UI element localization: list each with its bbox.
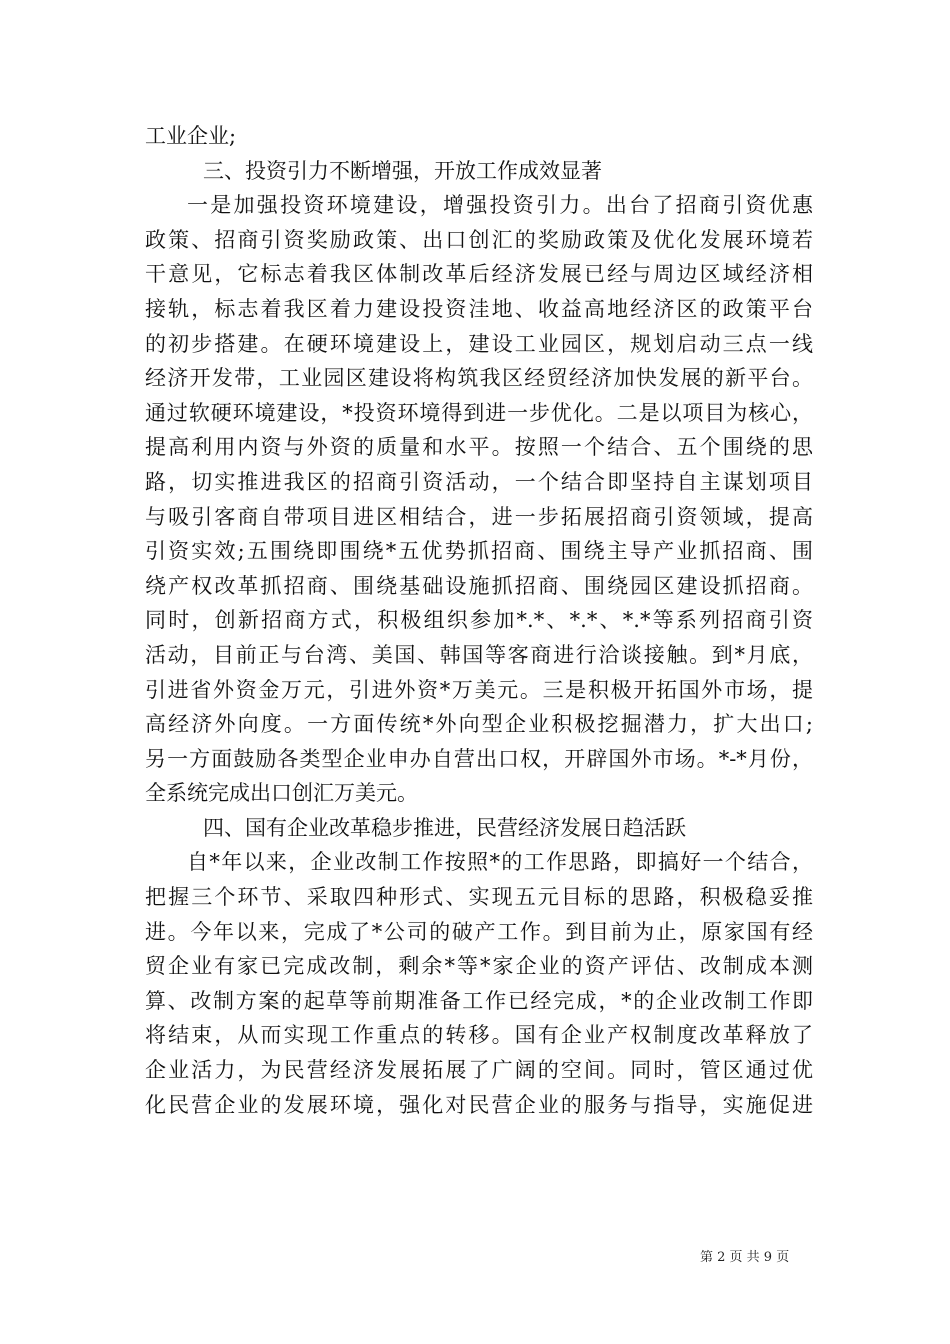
text-line: 进。今年以来，完成了*公司的破产工作。到目前为止，原家国有经 — [145, 919, 813, 944]
text-line: 算、改制方案的起草等前期准备工作已经完成，*的企业改制工作即 — [145, 988, 813, 1013]
text-line: 工业企业; — [145, 124, 237, 148]
text-line: 接轨，标志着我区着力建设投资洼地、收益高地经济区的政策平台 — [145, 296, 813, 321]
text-line: 企业活力，为民营经济发展拓展了广阔的空间。同时，管区通过优 — [145, 1058, 813, 1083]
paragraph-first-line: 一是加强投资环境建设，增强投资引力。出台了招商引资优惠 — [187, 193, 813, 218]
paragraph-last-line: 全系统完成出口创汇万美元。 — [145, 781, 418, 806]
text-line: 高经济外向度。一方面传统*外向型企业积极挖掘潜力，扩大出口; — [145, 712, 813, 737]
text-line: 干意见，它标志着我区体制改革后经济发展已经与周边区域经济相 — [145, 262, 813, 287]
text-line: 政策、招商引资奖励政策、出口创汇的奖励政策及优化发展环境若 — [145, 227, 813, 252]
text-line: 贸企业有家已完成改制，剩余*等*家企业的资产评估、改制成本测 — [145, 954, 813, 979]
text-line: 的初步搭建。在硬环境建设上，建设工业园区，规划启动三点一线 — [145, 331, 813, 356]
text-line: 经济开发带，工业园区建设将构筑我区经贸经济加快发展的新平台。 — [145, 366, 813, 391]
document-body — [145, 119, 813, 1122]
text-line: 引资实效;五围绕即围绕*五优势抓招商、围绕主导产业抓招商、围 — [145, 539, 813, 564]
text-line: 引进省外资金万元，引进外资*万美元。三是积极开拓国外市场，提 — [145, 677, 813, 702]
paragraph-first-line: 自*年以来，企业改制工作按照*的工作思路，即搞好一个结合， — [187, 850, 813, 875]
text-line: 将结束，从而实现工作重点的转移。国有企业产权制度改革释放了 — [145, 1023, 813, 1048]
text-line: 活动，目前正与台湾、美国、韩国等客商进行洽谈接触。到*月底， — [145, 642, 813, 667]
text-line: 提高利用内资与外资的质量和水平。按照一个结合、五个围绕的思 — [145, 435, 813, 460]
text-line: 化民营企业的发展环境，强化对民营企业的服务与指导，实施促进 — [145, 1092, 813, 1117]
text-line: 通过软硬环境建设，*投资环境得到进一步优化。二是以项目为核心， — [145, 400, 813, 425]
text-line: 把握三个环节、采取四种形式、实现五元目标的思路，积极稳妥推 — [145, 885, 813, 910]
text-line: 绕产权改革抓招商、围绕基础设施抓招商、围绕园区建设抓招商。 — [145, 573, 813, 598]
text-line: 同时，创新招商方式，积极组织参加*.*、*.*、*.*等系列招商引资 — [145, 608, 813, 633]
text-line: 与吸引客商自带项目进区相结合，进一步拓展招商引资领域，提高 — [145, 504, 813, 529]
text-line: 路，切实推进我区的招商引资活动，一个结合即坚持自主谋划项目 — [145, 469, 813, 494]
section-heading-4: 四、国有企业改革稳步推进，民营经济发展日趋活跃 — [203, 815, 686, 840]
text-line: 另一方面鼓励各类型企业申办自营出口权，开辟国外市场。*-*月份， — [145, 746, 813, 771]
section-heading-3: 三、投资引力不断增强，开放工作成效显著 — [203, 158, 602, 183]
page-number: 第 2 页 共 9 页 — [700, 1250, 790, 1265]
